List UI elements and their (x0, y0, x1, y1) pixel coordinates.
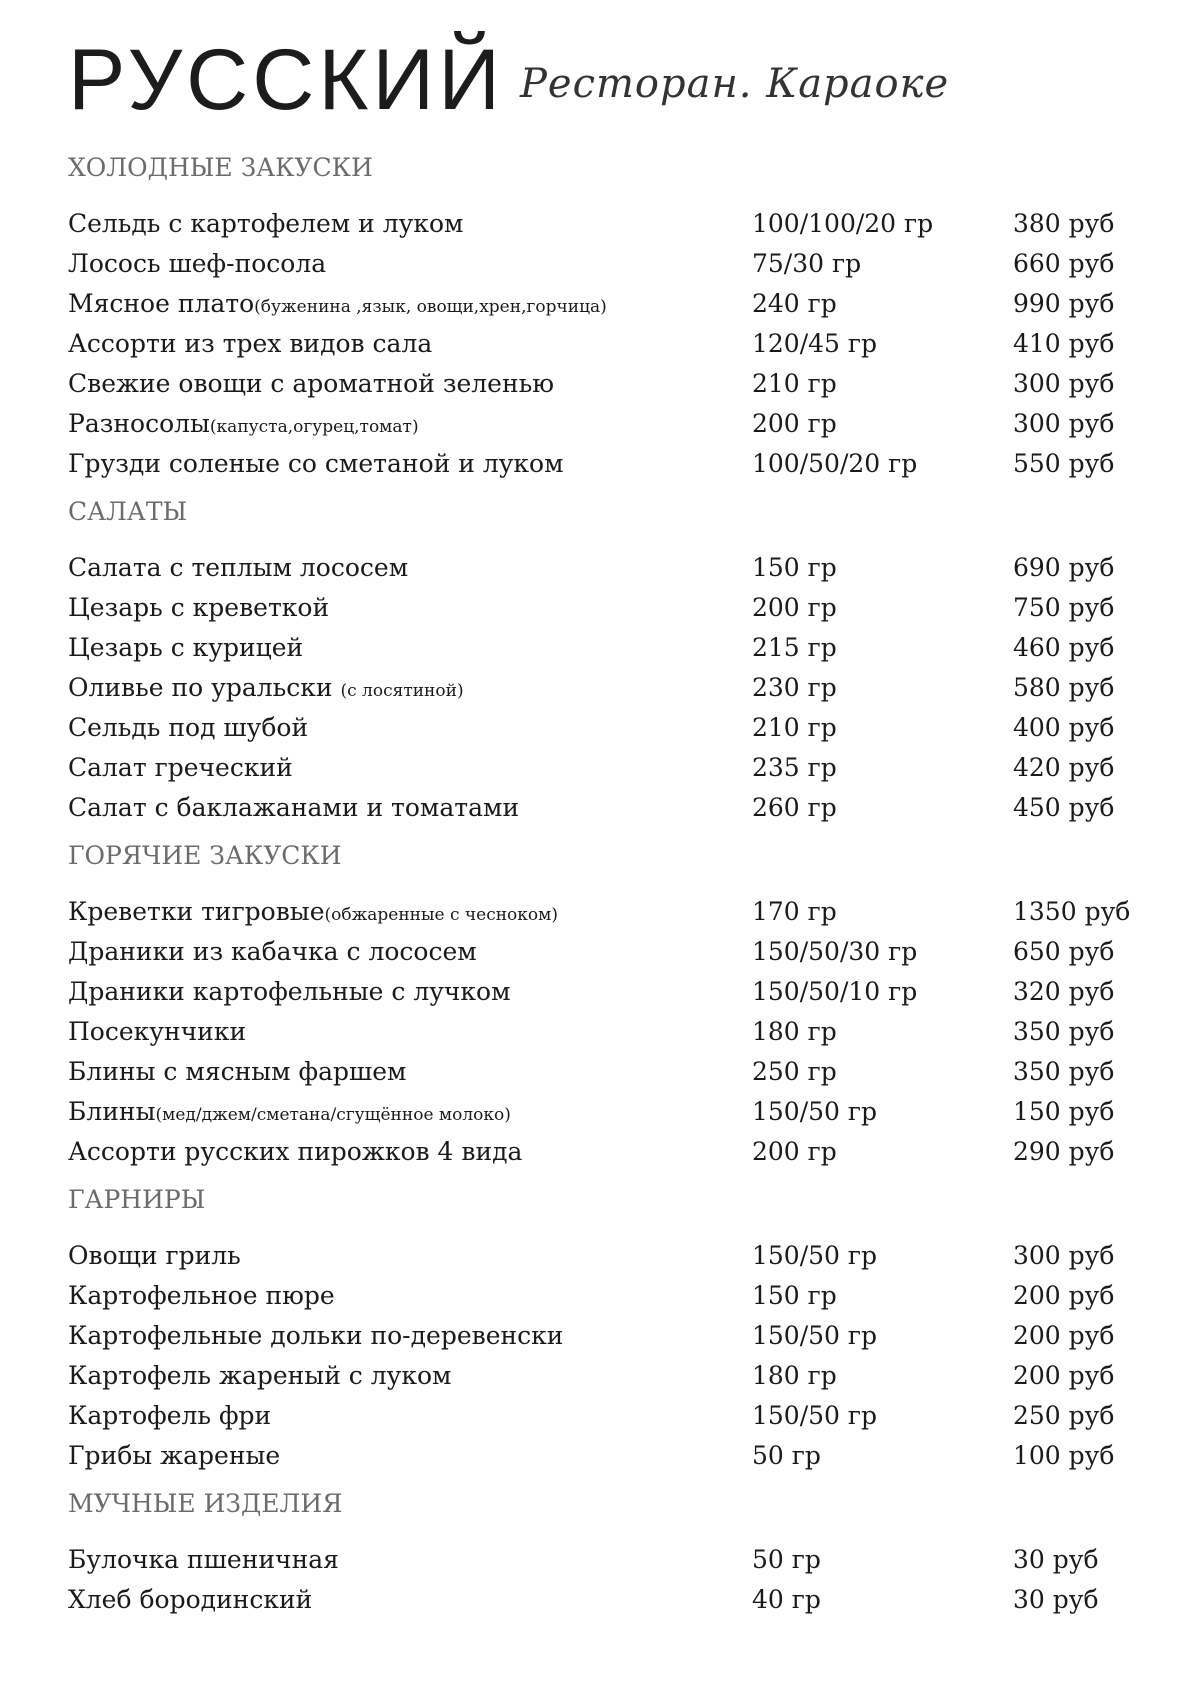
item-weight: 200 гр (752, 409, 837, 438)
item-name: Креветки тигровые (68, 897, 325, 926)
item-weight: 150/50 гр (752, 1241, 877, 1270)
item-price: 380 руб (1013, 209, 1115, 238)
item-weight: 100/100/20 гр (752, 209, 934, 238)
item-weight: 150/50/10 гр (752, 977, 918, 1006)
item-note: (капуста,огурец,томат) (209, 417, 419, 437)
item-weight: 50 гр (752, 1545, 821, 1574)
menu-section (68, 838, 1148, 1172)
item-weight: 235 гр (752, 753, 837, 782)
section-title: ХОЛОДНЫЕ ЗАКУСКИ (68, 153, 373, 182)
item-name: Мясное плато (68, 289, 255, 318)
menu-item (68, 588, 1148, 628)
section-title: САЛАТЫ (68, 497, 188, 526)
item-weight: 75/30 гр (752, 249, 862, 278)
item-name-cell (68, 1132, 522, 1175)
item-name-cell (68, 588, 329, 631)
item-name-cell (68, 444, 564, 487)
item-price: 410 руб (1013, 329, 1115, 358)
item-price: 200 руб (1013, 1361, 1115, 1390)
item-name: Оливье по уральски (68, 673, 341, 702)
item-price: 200 руб (1013, 1281, 1115, 1310)
item-note: (обжаренные с чесноком) (324, 905, 559, 925)
item-price: 990 руб (1013, 289, 1115, 318)
item-name: Драники из кабачка с лососем (68, 937, 477, 966)
menu-item (68, 1236, 1148, 1276)
item-price: 290 руб (1013, 1137, 1115, 1166)
item-price: 420 руб (1013, 753, 1115, 782)
item-weight: 210 гр (752, 713, 837, 742)
menu-item (68, 892, 1148, 932)
item-weight: 100/50/20 гр (752, 449, 918, 478)
item-name: Картофельные дольки по-деревенски (68, 1321, 564, 1350)
item-name: Салат с баклажанами и томатами (68, 793, 520, 822)
item-price: 450 руб (1013, 793, 1115, 822)
item-name: Ассорти русских пирожков 4 вида (68, 1137, 523, 1166)
item-price: 200 руб (1013, 1321, 1115, 1350)
menu-item (68, 628, 1148, 668)
section-title: МУЧНЫЕ ИЗДЕЛИЯ (68, 1489, 343, 1518)
menu-item (68, 1092, 1148, 1132)
item-name-cell (68, 548, 408, 591)
item-name: Сельдь под шубой (68, 713, 309, 742)
menu-item (68, 708, 1148, 748)
section-title: ГОРЯЧИЕ ЗАКУСКИ (68, 841, 342, 870)
item-name-cell (68, 628, 303, 671)
item-name: Булочка пшеничная (68, 1545, 339, 1574)
item-weight: 210 гр (752, 369, 837, 398)
item-weight: 250 гр (752, 1057, 837, 1086)
menu-item (68, 404, 1148, 444)
menu-item (68, 1316, 1148, 1356)
item-name-cell (68, 932, 477, 975)
item-name-cell (68, 404, 419, 447)
item-name: Посекунчики (68, 1017, 247, 1046)
item-name-cell (68, 1052, 407, 1095)
item-note: (буженина ,язык, овощи,хрен,горчица) (254, 297, 607, 317)
menu-item (68, 1132, 1148, 1172)
menu-item (68, 244, 1148, 284)
item-name-cell (68, 1316, 563, 1359)
menu-list (68, 150, 1148, 1620)
item-name: Грибы жареные (68, 1441, 281, 1470)
menu-item (68, 1012, 1148, 1052)
item-weight: 150 гр (752, 553, 837, 582)
item-name-cell (68, 708, 308, 751)
item-name-cell (68, 748, 293, 791)
menu-item (68, 748, 1148, 788)
item-price: 350 руб (1013, 1017, 1115, 1046)
restaurant-subtitle: Ресторан. Караоке (520, 61, 950, 107)
item-name-cell (68, 788, 519, 831)
item-name: Салат греческий (68, 753, 293, 782)
menu-item (68, 972, 1148, 1012)
item-name-cell (68, 284, 607, 327)
item-weight: 150/50 гр (752, 1401, 877, 1430)
menu-item (68, 932, 1148, 972)
item-name: Сельдь с картофелем и луком (68, 209, 464, 238)
item-price: 350 руб (1013, 1057, 1115, 1086)
item-name-cell (68, 244, 326, 287)
item-price: 300 руб (1013, 409, 1115, 438)
item-name-cell (68, 1580, 312, 1623)
item-weight: 215 гр (752, 633, 837, 662)
item-name: Свежие овощи с ароматной зеленью (68, 369, 554, 398)
item-price: 300 руб (1013, 369, 1115, 398)
item-weight: 50 гр (752, 1441, 821, 1470)
item-price: 30 руб (1013, 1585, 1099, 1614)
item-weight: 260 гр (752, 793, 837, 822)
item-name-cell (68, 1436, 280, 1479)
menu-item (68, 324, 1148, 364)
item-price: 750 руб (1013, 593, 1115, 622)
item-price: 250 руб (1013, 1401, 1115, 1430)
item-price: 300 руб (1013, 1241, 1115, 1270)
item-weight: 40 гр (752, 1585, 821, 1614)
menu-item (68, 364, 1148, 404)
item-weight: 240 гр (752, 289, 837, 318)
section-title: ГАРНИРЫ (68, 1185, 206, 1214)
item-name-cell (68, 1396, 271, 1439)
item-name: Картофель жареный с луком (68, 1361, 452, 1390)
item-price: 460 руб (1013, 633, 1115, 662)
item-price: 400 руб (1013, 713, 1115, 742)
item-note: (с лосятиной) (340, 681, 464, 701)
menu-item (68, 548, 1148, 588)
header (68, 30, 1128, 130)
item-name: Салата с теплым лососем (68, 553, 409, 582)
item-name-cell (68, 1540, 339, 1583)
item-weight: 150/50 гр (752, 1097, 877, 1126)
item-name: Драники картофельные с лучком (68, 977, 511, 1006)
item-name-cell (68, 1236, 241, 1279)
menu-item (68, 668, 1148, 708)
item-price: 660 руб (1013, 249, 1115, 278)
item-name: Цезарь с курицей (68, 633, 304, 662)
menu-item (68, 1052, 1148, 1092)
menu-item (68, 284, 1148, 324)
item-name: Грузди соленые со сметаной и луком (68, 449, 564, 478)
item-weight: 230 гр (752, 673, 837, 702)
menu-item (68, 1276, 1148, 1316)
menu-item (68, 1396, 1148, 1436)
item-price: 550 руб (1013, 449, 1115, 478)
item-price: 580 руб (1013, 673, 1115, 702)
item-name-cell (68, 204, 463, 247)
item-price: 150 руб (1013, 1097, 1115, 1126)
item-name-cell (68, 668, 464, 711)
item-weight: 150/50/30 гр (752, 937, 918, 966)
item-name-cell (68, 1356, 451, 1399)
item-weight: 180 гр (752, 1361, 837, 1390)
item-name: Лосось шеф-посола (68, 249, 327, 278)
item-name-cell (68, 1012, 246, 1055)
menu-item (68, 1580, 1148, 1620)
item-price: 30 руб (1013, 1545, 1099, 1574)
menu-item (68, 1356, 1148, 1396)
item-weight: 120/45 гр (752, 329, 877, 358)
item-price: 320 руб (1013, 977, 1115, 1006)
item-name: Блины (68, 1097, 156, 1126)
item-name: Цезарь с креветкой (68, 593, 330, 622)
item-weight: 180 гр (752, 1017, 837, 1046)
menu-item (68, 1436, 1148, 1476)
menu-section (68, 494, 1148, 828)
item-weight: 150 гр (752, 1281, 837, 1310)
item-name-cell (68, 892, 558, 935)
item-name: Овощи гриль (68, 1241, 241, 1270)
item-name: Ассорти из трех видов сала (68, 329, 433, 358)
item-name-cell (68, 1092, 511, 1135)
restaurant-name: РУССКИЙ (68, 32, 505, 128)
item-name-cell (68, 364, 554, 407)
item-name-cell (68, 324, 432, 367)
item-name: Блины с мясным фаршем (68, 1057, 407, 1086)
menu-section (68, 150, 1148, 484)
item-name: Хлеб бородинский (68, 1585, 313, 1614)
item-name-cell (68, 972, 511, 1015)
item-weight: 200 гр (752, 1137, 837, 1166)
item-weight: 150/50 гр (752, 1321, 877, 1350)
item-weight: 200 гр (752, 593, 837, 622)
item-price: 650 руб (1013, 937, 1115, 966)
menu-section (68, 1486, 1148, 1620)
menu-item (68, 204, 1148, 244)
item-price: 690 руб (1013, 553, 1115, 582)
item-name: Картофель фри (68, 1401, 272, 1430)
item-note: (мед/джем/сметана/сгущённое молоко) (155, 1105, 511, 1125)
item-price: 1350 руб (1013, 897, 1131, 926)
item-name: Разносолы (68, 409, 210, 438)
menu-item (68, 1540, 1148, 1580)
item-name: Картофельное пюре (68, 1281, 335, 1310)
item-price: 100 руб (1013, 1441, 1115, 1470)
menu-item (68, 444, 1148, 484)
item-name-cell (68, 1276, 335, 1319)
menu-section (68, 1182, 1148, 1476)
menu-item (68, 788, 1148, 828)
item-weight: 170 гр (752, 897, 837, 926)
